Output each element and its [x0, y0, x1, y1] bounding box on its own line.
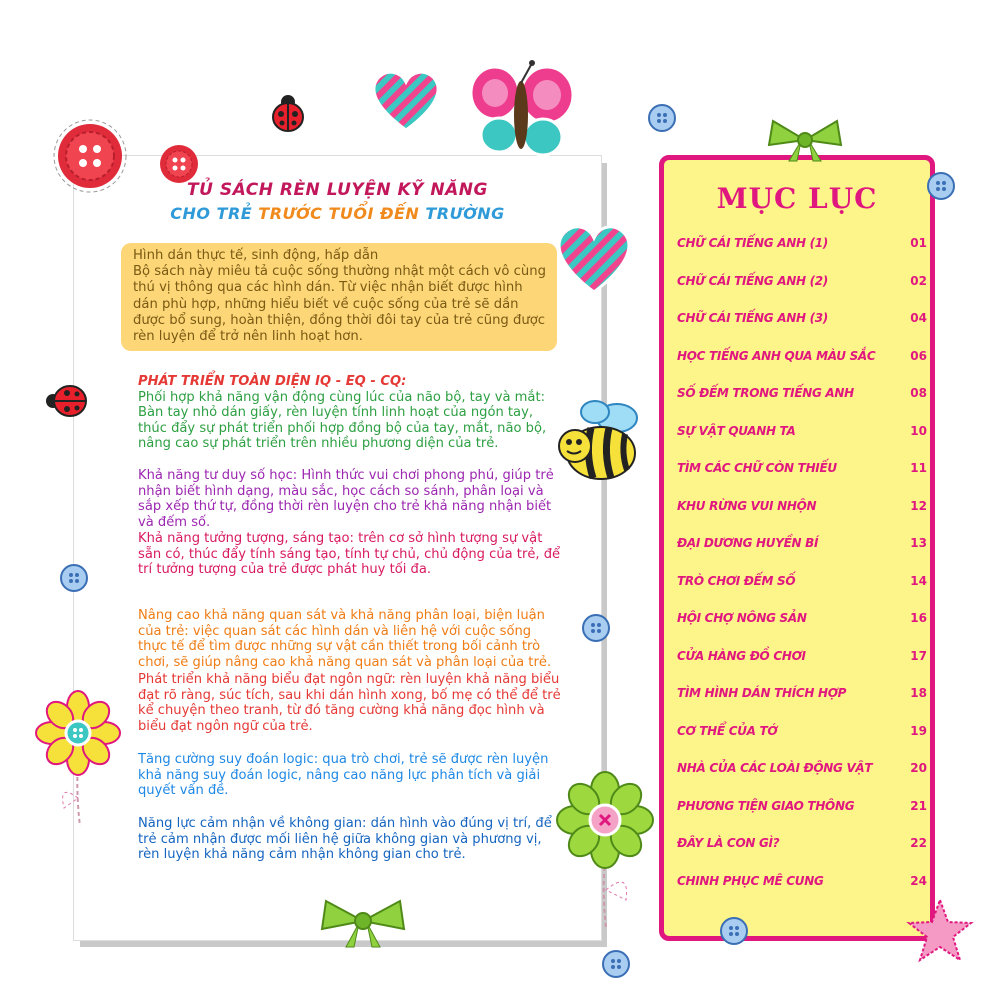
series-title-line1: TỦ SÁCH RÈN LUYỆN KỸ NĂNG	[187, 180, 488, 200]
toc-item-page: 14	[910, 573, 927, 588]
toc-item[interactable]	[677, 686, 927, 708]
blue-button-icon	[646, 102, 678, 134]
toc-item-page: 02	[910, 273, 927, 288]
logic-text: Tăng cường suy đoán logic: qua trò chơi, trẻ sẽ được rèn luyện khả năng suy đoán logic, nâng cao năng lực phân tích và giải quyết vấn đề.	[138, 752, 549, 799]
toc-item-label: KHU RỪNG VUI NHỘN	[677, 498, 817, 513]
flower-icon	[550, 770, 660, 930]
language-text: Phát triển khả năng biểu đạt ngôn ngữ: rèn luyện khả năng biểu đạt rõ ràng, súc tích, sau khi dán hình xong, bố mẹ có thể để trẻ kể chuyện theo tranh, từ đó tăng cường khả năng đọc hình và biểu đạt ngôn ngữ của trẻ.	[138, 672, 561, 734]
toc-item-label: CỬA HÀNG ĐỒ CHƠI	[677, 648, 806, 663]
toc-item[interactable]	[677, 349, 927, 371]
toc-item-page: 10	[910, 423, 927, 438]
series-title-part3: TRƯỜNG	[425, 204, 505, 223]
toc-item-page: 16	[910, 611, 927, 625]
toc-item[interactable]	[677, 461, 927, 483]
red-button-small-icon	[155, 140, 203, 188]
toc-title: MỤC LỤC	[716, 182, 878, 215]
toc-item[interactable]	[677, 799, 927, 821]
toc-item[interactable]	[677, 724, 927, 746]
toc-item-page: 13	[910, 536, 927, 550]
bow-icon	[765, 115, 845, 165]
flower-icon	[28, 688, 128, 828]
toc-item[interactable]	[677, 836, 927, 858]
toc-item-page: 01	[910, 236, 927, 250]
blue-button-icon	[600, 948, 632, 980]
toc-item-label: CƠ THỂ CỦA TỚ	[677, 723, 778, 738]
toc-item-page: 21	[910, 798, 927, 813]
observation-text: Nâng cao khả năng quan sát và khả năng phân loại, biện luận của trẻ: việc quan sát các hình dán và liên hệ với cuộc sống thực tế để tìm được những sự vật cần thiết trong bối cảnh trò chơi, sẽ giúp nâng cao khả năng quan sát và phân loại của trẻ.	[138, 608, 552, 670]
toc-item[interactable]	[677, 536, 927, 558]
toc-item[interactable]	[677, 499, 927, 521]
space-text: Năng lực cảm nhận về không gian: dán hình vào đúng vị trí, để trẻ cảm nhận được mối liên hệ giữa không gian và phương vị, rèn luyện khả năng cảm nhận không gian cho trẻ.	[138, 816, 552, 863]
toc-item[interactable]	[677, 761, 927, 783]
blue-button-icon	[580, 612, 612, 644]
toc-item[interactable]	[677, 274, 927, 296]
ladybug-icon	[265, 90, 311, 136]
toc-panel	[659, 155, 935, 941]
toc-item-label: CHINH PHỤC MÊ CUNG	[677, 873, 824, 888]
series-title-part1: CHO TRẺ	[170, 204, 253, 223]
butterfly-icon	[465, 55, 580, 165]
toc-item-page: 18	[910, 686, 927, 700]
red-button-icon	[52, 118, 132, 194]
toc-item-label: ĐÂY LÀ CON GÌ?	[677, 836, 780, 850]
imagination-text: Khả năng tưởng tượng, sáng tạo: trên cơ sở hình tượng sự vật sẵn có, thúc đẩy tính sáng tạo, tính tự chủ, chủ động của trẻ, để trí tưởng tượng của trẻ được phát huy tối đa.	[138, 531, 561, 578]
development-heading: PHÁT TRIỂN TOÀN DIỆN IQ - EQ - CQ:	[138, 374, 407, 389]
toc-item[interactable]	[677, 611, 927, 633]
toc-item-label: CHỮ CÁI TIẾNG ANH (2)	[677, 273, 828, 288]
blue-button-icon	[718, 915, 750, 947]
series-title-part2: TRƯỚC TUỔI ĐẾN	[258, 204, 420, 223]
toc-item[interactable]	[677, 649, 927, 671]
toc-item-label: CHỮ CÁI TIẾNG ANH (1)	[677, 236, 828, 250]
bee-icon	[555, 398, 650, 488]
ladybug-icon	[40, 378, 90, 424]
toc-item[interactable]	[677, 386, 927, 408]
math-text: Khả năng tư duy số học: Hình thức vui chơi phong phú, giúp trẻ nhận biết hình dạng, màu sắc, học cách so sánh, phân loại và sắp xếp thứ tự, đồng thời rèn luyện cho trẻ khả năng nhận biết và đếm số.	[138, 468, 554, 530]
intro-page	[73, 155, 602, 941]
toc-item-label: PHƯƠNG TIỆN GIAO THÔNG	[677, 798, 855, 813]
heart-icon	[368, 68, 444, 134]
heart-icon	[552, 222, 636, 296]
toc-item-label: SỰ VẬT QUANH TA	[677, 423, 796, 438]
toc-item-page: 06	[910, 348, 927, 363]
toc-item-page: 22	[910, 836, 927, 850]
toc-item[interactable]	[677, 574, 927, 596]
coordination-text: Phối hợp khả năng vận động cùng lúc của não bộ, tay và mắt: Bàn tay nhỏ dán giấy, rèn luyện tính linh hoạt của ngón tay, thúc đẩy sự phát triển phối hợp đồng bộ của tay, mắt, não bộ, nâng cao sự phát triển trên nhiều phương diện của trẻ.	[138, 389, 547, 452]
toc-item-page: 12	[910, 498, 927, 513]
series-title-line2	[74, 204, 601, 223]
toc-item-label: NHÀ CỦA CÁC LOÀI ĐỘNG VẬT	[677, 761, 873, 775]
toc-item-label: ĐẠI DƯƠNG HUYỀN BÍ	[677, 536, 819, 550]
bow-icon	[318, 895, 408, 950]
toc-item-page: 08	[910, 386, 927, 400]
toc-item-label: TRÒ CHƠI ĐẾM SỐ	[677, 573, 796, 588]
toc-item-label: HỌC TIẾNG ANH QUA MÀU SẮC	[677, 348, 876, 363]
toc-item-page: 04	[910, 311, 927, 325]
toc-item-page: 11	[910, 461, 927, 475]
toc-item-label: TÌM HÌNH DÁN THÍCH HỢP	[677, 686, 847, 700]
toc-item[interactable]	[677, 424, 927, 446]
toc-item-label: SỐ ĐẾM TRONG TIẾNG ANH	[677, 386, 854, 400]
toc-item-page: 17	[910, 648, 927, 663]
intro-box	[121, 243, 557, 351]
toc-item-label: TÌM CÁC CHỮ CÒN THIẾU	[677, 461, 837, 475]
intro-body: Bộ sách này miêu tả cuộc sống thường nhật một cách vô cùng thú vị thông qua các hình dán. Từ việc nhận biết được hình dán phù hợp, những hiểu biết về cuộc sống của trẻ sẽ dần được bổ sung, hoàn thiện, đồng thời đôi tay của trẻ cũng được rèn luyện để trở nên linh hoạt hơn.	[133, 264, 546, 345]
toc-item-page: 20	[910, 761, 927, 775]
toc-item-page: 24	[910, 873, 927, 888]
toc-item[interactable]	[677, 236, 927, 258]
star-icon	[905, 896, 975, 966]
toc-item[interactable]	[677, 311, 927, 333]
toc-item-label: CHỮ CÁI TIẾNG ANH (3)	[677, 311, 828, 325]
toc-item-label: HỘI CHỢ NÔNG SẢN	[677, 611, 807, 625]
toc-item-page: 19	[910, 723, 927, 738]
blue-button-icon	[58, 562, 90, 594]
development-section	[138, 374, 563, 452]
blue-button-icon	[925, 170, 957, 202]
toc-item[interactable]	[677, 874, 927, 896]
intro-heading: Hình dán thực tế, sinh động, hấp dẫn	[133, 248, 379, 263]
